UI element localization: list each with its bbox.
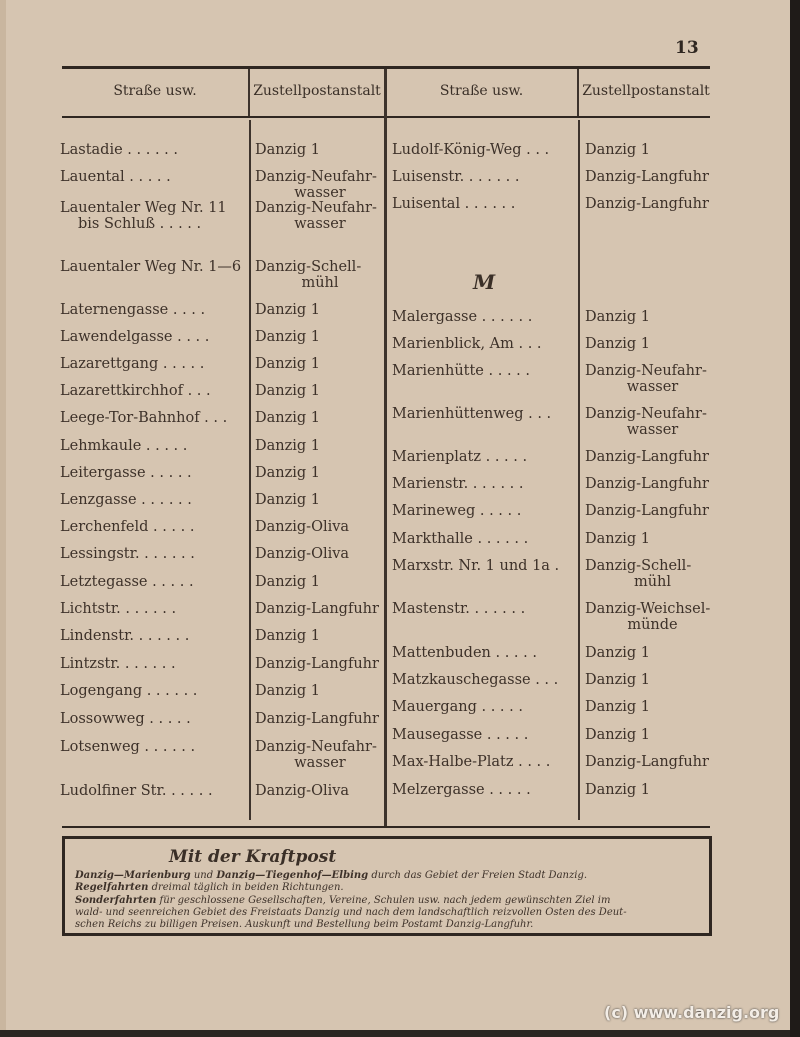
left-post-office xyxy=(255,656,385,672)
special-trips-text: für geschlossene Gesellschaften, Vereine, Schulen usw. nach jedem gewünschten Ziel im xyxy=(156,895,611,906)
street-label: Leitergasse xyxy=(60,465,146,481)
street-label: Mauergang xyxy=(392,699,477,715)
leader-dots: . . . . . xyxy=(482,727,529,743)
left-street-name xyxy=(60,383,245,399)
left-street-name xyxy=(60,711,245,727)
right-post-office xyxy=(585,406,720,438)
right-street-name xyxy=(392,782,577,798)
left-post-office xyxy=(255,259,385,291)
street-label: Marienhütte xyxy=(392,363,484,379)
copyright-watermark: (c) www.danzig.org xyxy=(604,1003,780,1022)
post-office-label: Danzig-Langfuhr xyxy=(255,656,379,672)
street-label: Markthalle xyxy=(392,531,473,547)
left-street-name xyxy=(60,656,245,672)
right-street-name xyxy=(392,449,577,465)
post-office-label: Danzig-Neufahr- xyxy=(255,169,377,185)
section-letter-m: M xyxy=(473,270,496,294)
right-street-name xyxy=(392,309,577,325)
leader-dots: . . . . xyxy=(513,754,551,770)
leader-dots: . . . . . . xyxy=(472,531,529,547)
post-office-label-continued: wasser xyxy=(626,379,679,395)
right-post-office xyxy=(585,142,720,158)
leader-dots: . . . xyxy=(521,142,550,158)
post-office-label-continued: wasser xyxy=(294,185,346,201)
left-street-name xyxy=(60,169,245,185)
street-label: Ludolf-König-Weg xyxy=(392,142,522,158)
left-street-name xyxy=(60,628,245,644)
leader-dots: . . . . . xyxy=(141,438,188,454)
right-street-name xyxy=(392,406,577,422)
left-street-name xyxy=(60,465,245,481)
left-post-office xyxy=(255,574,385,590)
right-street-name xyxy=(392,531,577,547)
post-office-label: Danzig 1 xyxy=(585,142,651,158)
street-label: Lintzstr. xyxy=(60,656,121,672)
left-post-office xyxy=(255,329,385,345)
header-street-right: Straße usw. xyxy=(439,83,524,99)
post-office-label: Danzig 1 xyxy=(585,782,651,798)
advertisement-line-4: wald- und seenreichen Gebiet des Freistaats Danzig und nach dem landschaftlich reizvollen Osten des Deut- xyxy=(75,907,627,918)
right-street-name xyxy=(392,601,577,617)
street-label: Mattenbuden xyxy=(392,645,491,661)
leader-dots: . . . . . . xyxy=(122,142,178,158)
left-post-office xyxy=(255,383,385,399)
street-label: Lotsenweg xyxy=(60,739,140,755)
post-office-label: Danzig-Schell- xyxy=(585,558,692,574)
right-street-name xyxy=(392,699,577,715)
post-office-label: Danzig-Neufahr- xyxy=(585,406,707,422)
left-post-office xyxy=(255,465,385,481)
post-office-label: Danzig 1 xyxy=(255,142,321,158)
post-office-label: Danzig-Langfuhr xyxy=(585,196,709,212)
post-office-label: Danzig-Weichsel- xyxy=(585,601,711,617)
leader-dots: . . . . . xyxy=(166,783,213,799)
post-office-label: Danzig-Langfuhr xyxy=(585,449,709,465)
street-label: Marienblick, Am xyxy=(392,336,514,352)
street-label: Letztegasse xyxy=(60,574,148,590)
street-label: Logengang xyxy=(60,683,143,699)
leader-dots: . . . . . . xyxy=(120,601,177,617)
street-label: Luisental xyxy=(392,196,461,212)
table-bottom-rule xyxy=(62,826,710,828)
left-post-office xyxy=(255,601,385,617)
post-office-label-continued: wasser xyxy=(294,755,346,771)
leader-dots: . . . xyxy=(530,672,559,688)
left-post-office xyxy=(255,739,385,771)
street-label-continued: bis Schluß . . . . . xyxy=(78,216,202,232)
header-office-left: Zustellpostanstalt xyxy=(253,83,381,99)
leader-dots: . . . . . xyxy=(484,782,531,798)
street-label: Marxstr. Nr. 1 und 1a xyxy=(392,558,550,574)
post-office-label: Danzig 1 xyxy=(585,645,651,661)
right-street-name xyxy=(392,363,577,379)
post-office-label: Danzig-Langfuhr xyxy=(585,169,709,185)
leader-dots: . . . . . xyxy=(483,363,530,379)
left-street-name xyxy=(60,519,245,535)
post-office-label: Danzig 1 xyxy=(585,672,651,688)
leader-dots: . . . . . xyxy=(147,574,194,590)
left-post-office xyxy=(255,410,385,426)
street-label: Malergasse xyxy=(392,309,478,325)
post-office-label: Danzig-Langfuhr xyxy=(585,476,709,492)
street-label: Marienhüttenweg xyxy=(392,406,524,422)
left-street-name xyxy=(60,410,245,426)
street-label: Mastenstr. xyxy=(392,601,470,617)
post-office-label: Danzig-Oliva xyxy=(255,519,350,535)
street-label: Lauentaler Weg Nr. 11 xyxy=(60,200,227,216)
regular-trips-text: dreimal täglich in beiden Richtungen. xyxy=(148,882,344,893)
advertisement-line-3 xyxy=(75,895,703,907)
right-street-name xyxy=(392,476,577,492)
street-label: Marienstr. xyxy=(392,476,469,492)
left-post-office xyxy=(255,783,385,799)
post-office-label: Danzig 1 xyxy=(255,574,321,590)
leader-dots: . . . . . xyxy=(481,449,528,465)
right-post-office xyxy=(585,531,720,547)
page-spine xyxy=(0,0,6,1030)
post-office-label-continued: mühl xyxy=(633,574,672,590)
post-office-label: Danzig 1 xyxy=(255,438,321,454)
left-post-office xyxy=(255,683,385,699)
street-label: Mausegasse xyxy=(392,727,483,743)
page-number: 13 xyxy=(675,38,699,58)
street-label: Lauentaler Weg Nr. 1—6 xyxy=(60,259,242,275)
leader-dots: . . . . . xyxy=(475,503,522,519)
left-street-name xyxy=(60,783,245,799)
left-street-name xyxy=(60,492,245,508)
street-label: Lazarettkirchhof xyxy=(60,383,183,399)
street-label: Ludolfiner Str. xyxy=(60,783,167,799)
street-label: Lawendelgasse xyxy=(60,329,173,345)
street-label: Lauental xyxy=(60,169,125,185)
leader-dots: . . . . . xyxy=(145,465,192,481)
left-post-office xyxy=(255,200,385,232)
leader-dots: . . . . xyxy=(168,302,206,318)
route-2: Danzig—Tiegenhof—Elbing xyxy=(216,870,369,881)
scan-edge xyxy=(790,0,800,1037)
route-connector: und xyxy=(190,870,217,881)
post-office-label: Danzig 1 xyxy=(255,383,321,399)
leader-dots: . . . . . . xyxy=(464,169,520,185)
street-label: Lehmkaule xyxy=(60,438,142,454)
right-post-office xyxy=(585,196,720,212)
right-post-office xyxy=(585,449,720,465)
post-office-label: Danzig 1 xyxy=(255,628,321,644)
leader-dots: . . . . . . xyxy=(469,601,526,617)
street-label: Lenzgasse xyxy=(60,492,137,508)
route-description: durch das Gebiet der Freien Stadt Danzig. xyxy=(368,870,588,881)
post-office-label: Danzig 1 xyxy=(255,492,321,508)
leader-dots: . . . . . xyxy=(144,711,191,727)
column-divider-1-body xyxy=(249,120,251,820)
right-post-office xyxy=(585,503,720,519)
post-office-label: Danzig-Oliva xyxy=(255,546,350,562)
left-post-office xyxy=(255,546,385,562)
street-label: Marineweg xyxy=(392,503,476,519)
right-post-office xyxy=(585,699,720,715)
street-label: Max-Halbe-Platz xyxy=(392,754,514,770)
right-post-office xyxy=(585,169,720,185)
advertisement-line-5: schen Reichs zu billigen Preisen. Auskunft und Bestellung beim Postamt Danzig-Langfuhr. xyxy=(75,919,534,930)
right-street-name xyxy=(392,672,577,688)
leader-dots: . . . xyxy=(199,410,228,426)
left-post-office xyxy=(255,492,385,508)
route-1: Danzig—Marienburg xyxy=(75,870,191,881)
left-post-office xyxy=(255,302,385,318)
leader-dots: . . . . . . xyxy=(136,492,192,508)
leader-dots: . . . . . xyxy=(158,356,205,372)
right-post-office xyxy=(585,336,720,352)
post-office-label: Danzig 1 xyxy=(255,329,321,345)
advertisement-line-1 xyxy=(75,870,703,882)
right-street-name xyxy=(392,503,577,519)
post-office-label: Danzig-Neufahr- xyxy=(255,200,377,216)
post-office-label: Danzig-Schell- xyxy=(255,259,362,275)
post-office-label: Danzig-Neufahr- xyxy=(255,739,377,755)
post-office-label: Danzig-Langfuhr xyxy=(255,711,379,727)
right-street-name xyxy=(392,727,577,743)
post-office-label: Danzig 1 xyxy=(585,531,651,547)
post-office-label: Danzig-Langfuhr xyxy=(585,754,709,770)
left-street-name xyxy=(60,142,245,158)
leader-dots: . . . . . . xyxy=(134,628,190,644)
street-label: Lessingstr. xyxy=(60,546,140,562)
left-post-office xyxy=(255,142,385,158)
right-street-name xyxy=(392,169,577,185)
right-street-name xyxy=(392,645,577,661)
post-office-label: Danzig 1 xyxy=(585,699,651,715)
left-post-office xyxy=(255,356,385,372)
leader-dots: . . . . . . xyxy=(139,739,196,755)
right-post-office xyxy=(585,727,720,743)
left-street-name xyxy=(60,200,245,232)
leader-dots: . . . xyxy=(523,406,552,422)
street-label: Lossowweg xyxy=(60,711,145,727)
left-street-name xyxy=(60,438,245,454)
kraftpost-advertisement xyxy=(62,836,712,936)
left-street-name xyxy=(60,739,245,755)
post-office-label-continued: wasser xyxy=(294,216,346,232)
street-label: Luisenstr. xyxy=(392,169,465,185)
right-post-office xyxy=(585,754,720,770)
post-office-label: Danzig 1 xyxy=(585,727,651,743)
right-street-name xyxy=(392,558,577,574)
left-street-name xyxy=(60,546,245,562)
street-label: Melzergasse xyxy=(392,782,485,798)
right-post-office xyxy=(585,363,720,395)
left-post-office xyxy=(255,519,385,535)
column-divider-3-body xyxy=(578,120,580,820)
street-label: Leege-Tor-Bahnhof xyxy=(60,410,200,426)
leader-dots: . . . . . . xyxy=(460,196,516,212)
right-post-office xyxy=(585,558,720,590)
header-office-right: Zustellpostanstalt xyxy=(582,83,710,99)
street-label: Lazarettgang xyxy=(60,356,159,372)
right-street-name xyxy=(392,754,577,770)
leader-dots: . xyxy=(549,558,560,574)
leader-dots: . . . . . . xyxy=(468,476,524,492)
leader-dots: . . . . . . xyxy=(139,546,195,562)
leader-dots: . . . . . xyxy=(476,699,523,715)
post-office-label-continued: mühl xyxy=(301,275,339,291)
leader-dots: . . . . . xyxy=(148,519,195,535)
right-post-office xyxy=(585,645,720,661)
leader-dots: . . . . . xyxy=(490,645,537,661)
street-label: Marienplatz xyxy=(392,449,482,465)
post-office-label: Danzig-Oliva xyxy=(255,783,350,799)
left-post-office xyxy=(255,438,385,454)
leader-dots: . . . . . . xyxy=(120,656,176,672)
leader-dots: . . . xyxy=(182,383,211,399)
right-street-name xyxy=(392,142,577,158)
right-post-office xyxy=(585,672,720,688)
right-post-office xyxy=(585,782,720,798)
post-office-label-continued: wasser xyxy=(626,422,679,438)
right-post-office xyxy=(585,309,720,325)
left-street-name xyxy=(60,601,245,617)
post-office-label: Danzig 1 xyxy=(255,465,321,481)
post-office-label: Danzig 1 xyxy=(255,410,321,426)
street-label: Lichtstr. xyxy=(60,601,121,617)
left-street-name xyxy=(60,259,245,275)
left-post-office xyxy=(255,169,385,201)
left-post-office xyxy=(255,711,385,727)
post-office-label: Danzig 1 xyxy=(255,302,321,318)
right-post-office xyxy=(585,601,720,633)
leader-dots: . . . . . . xyxy=(477,309,533,325)
left-post-office xyxy=(255,628,385,644)
special-trips-label: Sonderfahrten xyxy=(75,895,157,906)
street-label: Lerchenfeld xyxy=(60,519,149,535)
advertisement-line-2 xyxy=(75,882,703,894)
post-office-label: Danzig 1 xyxy=(585,309,651,325)
right-street-name xyxy=(392,196,577,212)
leader-dots: . . . . xyxy=(172,329,210,345)
street-label: Lindenstr. xyxy=(60,628,135,644)
street-label: Laternengasse xyxy=(60,302,169,318)
advertisement-title: Mit der Kraftpost xyxy=(169,847,337,867)
leader-dots: . . . . . . xyxy=(142,683,198,699)
post-office-label: Danzig 1 xyxy=(585,336,651,352)
street-label: Lastadie xyxy=(60,142,123,158)
leader-dots: . . . xyxy=(513,336,542,352)
left-street-name xyxy=(60,302,245,318)
street-label: Matzkauschegasse xyxy=(392,672,531,688)
post-office-label: Danzig-Langfuhr xyxy=(585,503,709,519)
post-office-label: Danzig-Langfuhr xyxy=(255,601,379,617)
left-street-name xyxy=(60,574,245,590)
post-office-label: Danzig 1 xyxy=(255,683,321,699)
regular-trips-label: Regelfahrten xyxy=(75,882,149,893)
post-office-label-continued: münde xyxy=(627,617,678,633)
post-office-label: Danzig-Neufahr- xyxy=(585,363,707,379)
post-office-label: Danzig 1 xyxy=(255,356,321,372)
left-street-name xyxy=(60,356,245,372)
left-street-name xyxy=(60,683,245,699)
leader-dots: . . . . . xyxy=(124,169,171,185)
header-street-left: Straße usw. xyxy=(113,83,197,99)
right-post-office xyxy=(585,476,720,492)
left-street-name xyxy=(60,329,245,345)
right-street-name xyxy=(392,336,577,352)
